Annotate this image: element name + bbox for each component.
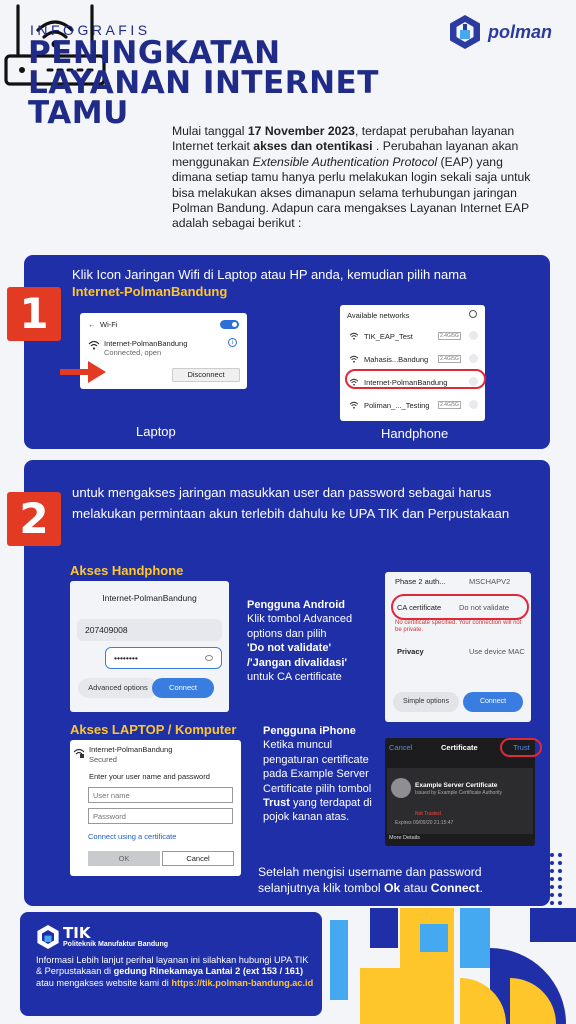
android-connect-button[interactable]: Connect — [152, 678, 214, 698]
laptop-password-input[interactable] — [88, 808, 233, 824]
ca-cert-value[interactable]: Do not validate — [459, 603, 510, 612]
chevron-right-icon[interactable] — [469, 331, 478, 340]
band-badge: 2.4G/5G — [440, 356, 459, 362]
highlight-oval — [391, 594, 529, 620]
handphone-caption: Handphone — [381, 426, 449, 441]
step1-number: 1 — [7, 287, 61, 341]
band-badge: 2.4G/5G — [440, 333, 459, 339]
simple-options-button[interactable]: Simple options — [393, 692, 459, 712]
step2-closing: Setelah mengisi username dan password selanjutnya klik tombol Ok atau Connect. — [258, 865, 483, 895]
phase2-label: Phase 2 auth... — [395, 577, 446, 586]
connected-network-name[interactable]: Internet-PolmanBandung — [104, 339, 188, 348]
more-details-link[interactable]: More Details — [389, 835, 420, 841]
cert-expiry: Expires 09/09/20 21:15:47 — [395, 820, 454, 826]
dot-pattern — [540, 851, 572, 911]
back-icon[interactable]: ← — [88, 320, 96, 329]
wifi-panel-title: Wi-Fi — [100, 320, 118, 329]
secured-status: Secured — [89, 755, 117, 764]
intro-date: 17 November 2023 — [247, 124, 355, 138]
phone-networks-screenshot — [340, 305, 485, 421]
step1-instruction: Klik Icon Jaringan Wifi di Laptop atau HP anda, kemudian pilih nama Internet-PolmanBandung — [72, 267, 467, 299]
network-name: Internet-PolmanBandung — [364, 378, 448, 387]
wifi-icon — [349, 332, 359, 340]
laptop-ssid: Internet-PolmanBandung — [89, 745, 173, 754]
advanced-options-button[interactable]: Advanced options — [78, 678, 158, 698]
page-title: PENINGKATAN LAYANAN INTERNET TAMU — [28, 35, 379, 131]
laptop-username-input[interactable] — [88, 787, 233, 803]
wifi-icon — [88, 340, 100, 350]
phase2-value[interactable]: MSCHAPV2 — [469, 577, 511, 586]
android-password-input[interactable]: •••••••• — [105, 647, 222, 669]
org-subtitle: Politeknik Manufaktur Bandung — [63, 941, 169, 948]
disconnect-button[interactable]: Disconnect — [172, 368, 240, 382]
network-name: TIK_EAP_Test — [364, 332, 413, 341]
info-icon[interactable]: i — [228, 338, 237, 347]
chevron-right-icon[interactable] — [469, 354, 478, 363]
connection-status: Connected, open — [104, 348, 162, 357]
network-name: Poliman_..._Testing — [364, 401, 430, 410]
step2-instruction: untuk mengakses jaringan masukkan user dan password sebagai harus melakukan permintaan akun terlebih dahulu ke UPA TIK dan Perpustakaan — [72, 485, 510, 521]
network-list-item[interactable] — [340, 350, 485, 370]
wifi-toggle[interactable] — [220, 320, 239, 329]
android-login-screenshot — [70, 581, 229, 712]
laptop-login-screenshot — [70, 740, 241, 876]
android-instructions: Pengguna Android Klik tombol Advanced options dan pilih 'Do not validate' /'Jangan divalidasi' untuk CA certificate — [247, 599, 353, 684]
privacy-label: Privacy — [397, 647, 424, 656]
laptop-ok-button[interactable]: OK — [88, 851, 160, 866]
iphone-cert-title: Certificate — [441, 743, 478, 752]
kicker-label: INFOGRAFIS — [30, 22, 151, 38]
cert-issuer: Issued by Example Certificate Authority — [415, 790, 502, 796]
refresh-icon[interactable] — [469, 310, 477, 318]
eye-icon[interactable] — [205, 655, 213, 661]
android-username-input[interactable]: 207409008 — [77, 619, 222, 641]
wifi-icon — [349, 355, 359, 363]
credentials-prompt: Enter your user name and password — [89, 772, 210, 781]
not-trusted-label: Not Trusted — [415, 811, 441, 817]
privacy-value[interactable]: Use device MAC — [469, 647, 525, 656]
intro-paragraph: Mulai tanggal 17 November 2023, terdapat perubahan layanan Internet terkait akses dan otentikasi . Perubahan layanan akan menggunakan Extensible Authentication Protocol (EAP) yang dimana setiap tamu hanya perlu melakukan login sekali saja untuk bisa melakukan akses dimanapun selama terhubungan jaringan Polman Bandung. Adapun cara mengakses Layanan Internet EAP adalah sebagai berikut : — [172, 124, 531, 231]
wifi-icon — [349, 401, 359, 409]
step2-number: 2 — [7, 492, 61, 546]
tik-logo-icon — [36, 924, 60, 950]
android-cert-screenshot — [385, 572, 531, 722]
brand-name: polman — [488, 22, 553, 42]
android-ssid: Internet-PolmanBandung — [102, 593, 197, 603]
network-list-item[interactable] — [340, 396, 485, 416]
iphone-cancel-button[interactable]: Cancel — [389, 743, 413, 752]
laptop-caption: Laptop — [136, 424, 176, 439]
footer-info: Informasi Lebih lanjut perihal layanan ini silahkan hubungi UPA TIK & Perpustakaan di gedung Rinekamaya Lantai 2 (ext 153 / 161) atau mengakses website kami di https://tik.polman-bandung.ac.id — [36, 955, 314, 988]
chevron-right-icon[interactable] — [469, 400, 478, 409]
decorative-shapes — [330, 908, 576, 1024]
polman-logo-icon — [448, 14, 482, 50]
highlight-oval — [500, 738, 542, 757]
wifi-lock-icon — [73, 748, 85, 758]
laptop-cancel-button[interactable]: Cancel — [162, 851, 234, 866]
hp-heading: Akses Handphone — [70, 563, 184, 578]
network-name: Mahasis...Bandung — [364, 355, 429, 364]
laptop-heading: Akses LAPTOP / Komputer — [70, 722, 237, 737]
arrow-right-icon — [60, 361, 106, 383]
certificate-seal-icon — [391, 778, 411, 798]
cert-connect-button[interactable]: Connect — [463, 692, 523, 712]
network-list-item[interactable] — [340, 327, 485, 347]
cert-link[interactable]: Connect using a certificate — [88, 832, 177, 841]
iphone-instructions: Pengguna iPhone Ketika muncul pengaturan certificate pada Example Server Certificate pilih tombol Trust yang terdapat di pojok kanan atas. — [263, 725, 372, 824]
ca-cert-label: CA certificate — [397, 603, 442, 612]
band-badge: 2.4G/5G — [440, 402, 459, 408]
highlight-oval — [345, 369, 486, 389]
trust-button[interactable]: Trust — [513, 743, 530, 752]
networks-header: Available networks — [347, 311, 410, 320]
cert-warning: No certificate specified. Your connection will not be private. — [395, 620, 522, 633]
org-name: TIK — [63, 924, 91, 942]
website-link[interactable]: https://tik.polman-bandung.ac.id — [171, 977, 314, 988]
cert-name: Example Server Certificate — [415, 782, 498, 789]
